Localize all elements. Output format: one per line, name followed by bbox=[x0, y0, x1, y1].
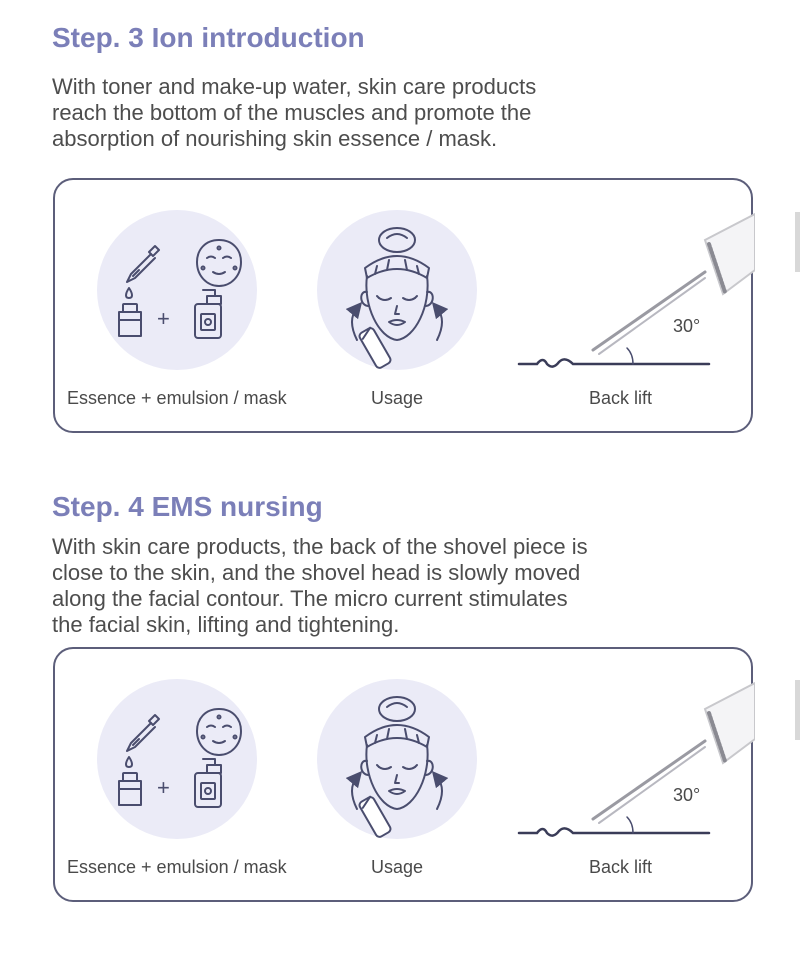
essence-illustration bbox=[97, 210, 257, 370]
lift-angle-diagram bbox=[515, 669, 755, 839]
device-wand-icon bbox=[358, 327, 392, 370]
device-wand-icon bbox=[358, 796, 392, 839]
essence-circle bbox=[97, 210, 257, 370]
step4-desc-line-2: close to the skin, and the shovel head is slowly moved bbox=[52, 560, 581, 585]
usage-circle bbox=[317, 679, 477, 839]
step4-desc-line-4: the facial skin, lifting and tightening. bbox=[52, 612, 400, 637]
face-mask-icon bbox=[197, 709, 241, 755]
dropper-icon bbox=[127, 246, 159, 282]
step4-desc-line-1: With skin care products, the back of the shovel piece is bbox=[52, 534, 588, 559]
face-headband-icon bbox=[317, 210, 477, 370]
essence-caption: Essence + emulsion / mask bbox=[67, 857, 287, 877]
dropper-icon bbox=[127, 715, 159, 751]
step4-card bbox=[53, 647, 753, 902]
lift-caption: Back lift bbox=[589, 857, 653, 877]
step3-desc-line-3: absorption of nourishing skin essence / mask. bbox=[52, 126, 498, 151]
step3-title: Step. 3 Ion introduction bbox=[52, 22, 365, 53]
edge-decoration bbox=[795, 680, 800, 740]
angle-label: 30° bbox=[673, 316, 701, 336]
step3-desc-line-2: reach the bottom of the muscles and promote the bbox=[52, 100, 532, 125]
drop-icon bbox=[126, 288, 132, 298]
step3-description bbox=[52, 74, 536, 152]
plus-sign: + bbox=[157, 306, 170, 331]
step3-card bbox=[53, 178, 753, 433]
usage-caption: Usage bbox=[371, 857, 424, 877]
essence-caption: Essence + emulsion / mask bbox=[67, 388, 287, 408]
step4-description bbox=[52, 534, 588, 638]
face-headband-icon bbox=[317, 679, 477, 839]
essence-illustration bbox=[97, 679, 257, 839]
face-mask-icon bbox=[197, 240, 241, 286]
edge-decoration bbox=[795, 212, 800, 272]
step3-desc-line-1: With toner and make-up water, skin care products bbox=[52, 74, 537, 99]
lift-angle-diagram bbox=[515, 200, 755, 370]
plus-sign: + bbox=[157, 775, 170, 800]
usage-circle bbox=[317, 210, 477, 370]
step4-desc-line-3: along the facial contour. The micro current stimulates bbox=[52, 586, 568, 611]
step4-title: Step. 4 EMS nursing bbox=[52, 491, 323, 522]
drop-icon bbox=[126, 757, 132, 767]
essence-bottle-icon bbox=[119, 773, 141, 805]
essence-circle bbox=[97, 679, 257, 839]
pump-bottle-icon bbox=[195, 290, 221, 338]
angle-label: 30° bbox=[673, 785, 701, 805]
usage-caption: Usage bbox=[371, 388, 424, 408]
lift-caption: Back lift bbox=[589, 388, 653, 408]
pump-bottle-icon bbox=[195, 759, 221, 807]
essence-bottle-icon bbox=[119, 304, 141, 336]
